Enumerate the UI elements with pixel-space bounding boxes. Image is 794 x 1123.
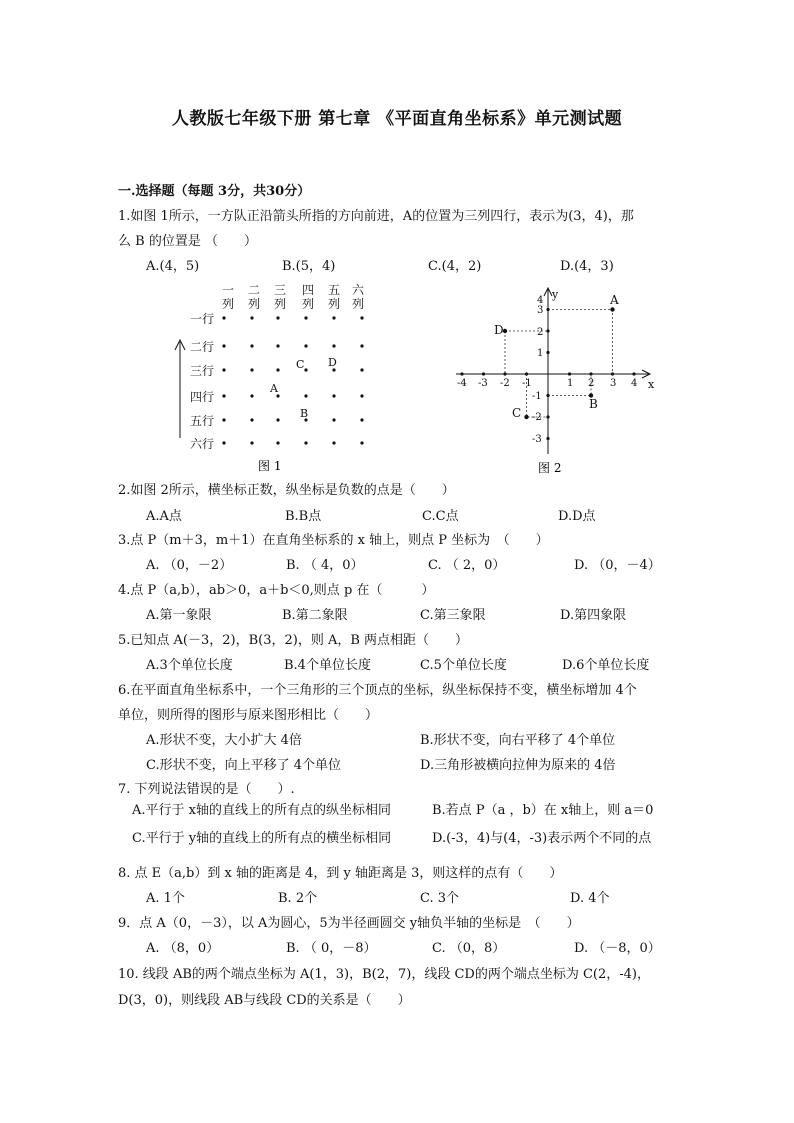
question-8: 8. 点 E（a,b）到 x 轴的距离是 4，到 y 轴距离是 3，则这样的点有（ ） [118, 866, 563, 881]
dot-grid [222, 316, 363, 444]
section-heading: 一.选择题（每题 3分，共30分） [118, 184, 311, 199]
y-tick-minus-3: -3 [532, 434, 542, 445]
option-5d: D.6个单位长度 [562, 658, 650, 673]
question-7: 7. 下列说法错误的是（ ）. [118, 782, 295, 797]
point-d-label-fig2: D [494, 323, 504, 337]
option-2a: A.A点 [146, 509, 182, 524]
y-tick-1: 1 [537, 348, 544, 359]
option-3c: C. （ 2，0） [428, 558, 506, 573]
option-3d: D. （0，－4） [574, 558, 661, 573]
col-1-label: 一 [222, 283, 235, 297]
option-7d: D.(-3，4)与(4，-3)表示两个不同的点 [432, 831, 652, 846]
x-tick-3: 3 [610, 378, 617, 389]
question-5: 5.已知点 A(－3，2)，B(3，2)，则 A，B 两点相距（ ） [118, 633, 469, 648]
option-6a: A.形状不变，大小扩大 4倍 [146, 733, 302, 748]
x-axis-label: x [648, 378, 655, 391]
y-axis-label: y [552, 288, 559, 301]
option-1c: C.(4，2) [428, 259, 482, 274]
option-8b: B. 2个 [278, 891, 318, 906]
question-6-line-1: 6.在平面直角坐标系中，一个三角形的三个顶点的坐标，纵坐标保持不变，横坐标增加 4个 [118, 683, 637, 698]
option-5b: B.4个单位长度 [284, 658, 371, 673]
x-tick-minus-2: -2 [500, 378, 510, 389]
col-5-label: 五 [328, 283, 341, 297]
option-5a: A.3个单位长度 [146, 658, 233, 673]
col-5-suffix: 列 [328, 297, 341, 311]
page-title: 人教版七年级下册 第七章 《平面直角坐标系》单元测试题 [171, 109, 623, 129]
col-2-label: 二 [248, 283, 261, 297]
question-4: 4.点 P（a,b），ab＞0，a＋b＜0,则点 p 在（ ） [118, 583, 435, 598]
question-3: 3.点 P（m＋3，m＋1）在直角坐标系的 x 轴上，则点 P 坐标为 （ ） [118, 533, 549, 548]
option-6c: C.形状不变，向上平移了 4个单位 [146, 758, 342, 773]
y-tick-4: 4 [537, 295, 544, 306]
option-5c: C.5个单位长度 [420, 658, 507, 673]
point-b-label-fig2: B [589, 397, 598, 411]
question-1-line-1: 1.如图 1所示，一方队正沿箭头所指的方向前进，A的位置为三列四行，表示为(3，4)，那 [118, 209, 634, 224]
option-4c: C.第三象限 [420, 608, 486, 623]
option-4b: B.第二象限 [282, 608, 348, 623]
option-8a: A. 1个 [146, 891, 185, 906]
col-6-suffix: 列 [352, 297, 365, 311]
y-tick-2: 2 [537, 327, 544, 338]
col-1-suffix: 列 [222, 297, 235, 311]
option-9c: C. （0，8） [432, 941, 506, 956]
point-c-label: C [296, 358, 305, 371]
option-4a: A.第一象限 [146, 608, 212, 623]
x-tick-2: 2 [588, 378, 595, 389]
option-4d: D.第四象限 [560, 608, 627, 623]
row-6-label: 六行 [190, 437, 215, 451]
y-tick-3: 3 [537, 305, 544, 316]
option-9a: A. （8，0） [146, 941, 220, 956]
col-4-label: 四 [302, 283, 315, 297]
x-tick-4: 4 [631, 378, 638, 389]
x-tick-minus-1: -1 [522, 378, 532, 389]
option-9b: B. （ 0，－8） [286, 941, 377, 956]
option-1a: A.(4，5) [146, 259, 200, 274]
question-10-line-2: D(3，0)，则线段 AB与线段 CD的关系是（ ） [118, 993, 411, 1008]
col-2-suffix: 列 [248, 297, 261, 311]
col-6-label: 六 [352, 283, 365, 297]
y-tick-minus-2: -2 [532, 412, 542, 423]
col-3-label: 三 [274, 283, 287, 297]
figure-2-caption: 图 2 [538, 461, 562, 475]
point-a-label: A [270, 382, 278, 395]
x-tick-minus-4: -4 [457, 378, 467, 389]
option-1d: D.(4，3) [560, 259, 614, 274]
option-8d: D. 4个 [570, 891, 610, 906]
row-4-label: 四行 [190, 390, 215, 404]
row-2-label: 二行 [190, 340, 215, 354]
question-6-line-2: 单位，则所得的图形与原来图形相比（ ） [118, 708, 379, 723]
option-9d: D. （－8，0） [574, 941, 661, 956]
option-2b: B.B点 [285, 509, 322, 524]
option-2c: C.C点 [422, 509, 459, 524]
point-d-label: D [328, 356, 337, 369]
figure-1-caption: 图 1 [258, 459, 282, 473]
option-7c: C.平行于 y轴的直线上的所有点的横坐标相同 [132, 831, 392, 846]
question-2: 2.如图 2所示，横坐标正数，纵坐标是负数的点是（ ） [118, 483, 455, 498]
option-7b: B.若点 P（a ，b）在 x轴上，则 a＝0 [432, 803, 654, 818]
col-4-suffix: 列 [302, 297, 315, 311]
question-10-line-1: 10. 线段 AB的两个端点坐标为 A(1，3)，B(2，7)，线段 CD的两个端点坐标为 C(2，-4)， [118, 967, 650, 982]
x-tick-minus-3: -3 [478, 378, 488, 389]
row-1-label: 一行 [190, 312, 215, 326]
col-3-suffix: 列 [274, 297, 287, 311]
point-b-label: B [300, 407, 309, 420]
option-6b: B.形状不变，向右平移了 4个单位 [420, 733, 616, 748]
figure-1 [160, 280, 390, 480]
option-6d: D.三角形被横向拉伸为原来的 4倍 [420, 758, 616, 773]
row-3-label: 三行 [190, 364, 215, 378]
row-5-label: 五行 [190, 414, 215, 428]
option-3a: A. （0，－2） [146, 558, 233, 573]
point-c-label-fig2: C [512, 406, 522, 420]
option-7a: A.平行于 x轴的直线上的所有点的纵坐标相同 [132, 803, 391, 818]
question-1-line-2: 么 B 的位置是 （ ） [118, 234, 257, 249]
plotted-points [503, 307, 615, 419]
figure-2 [450, 282, 670, 477]
point-a-label-fig2: A [610, 293, 619, 307]
option-1b: B.(5，4) [282, 259, 336, 274]
x-tick-1: 1 [567, 378, 574, 389]
option-8c: C. 3个 [420, 891, 460, 906]
question-9: 9．点 A（0，－3），以 A为圆心，5为半径画圆交 y轴负半轴的坐标是 （ ） [118, 916, 580, 931]
y-tick-minus-1: -1 [532, 391, 542, 402]
option-3b: B. （ 4，0） [286, 558, 364, 573]
option-2d: D.D点 [558, 509, 596, 524]
